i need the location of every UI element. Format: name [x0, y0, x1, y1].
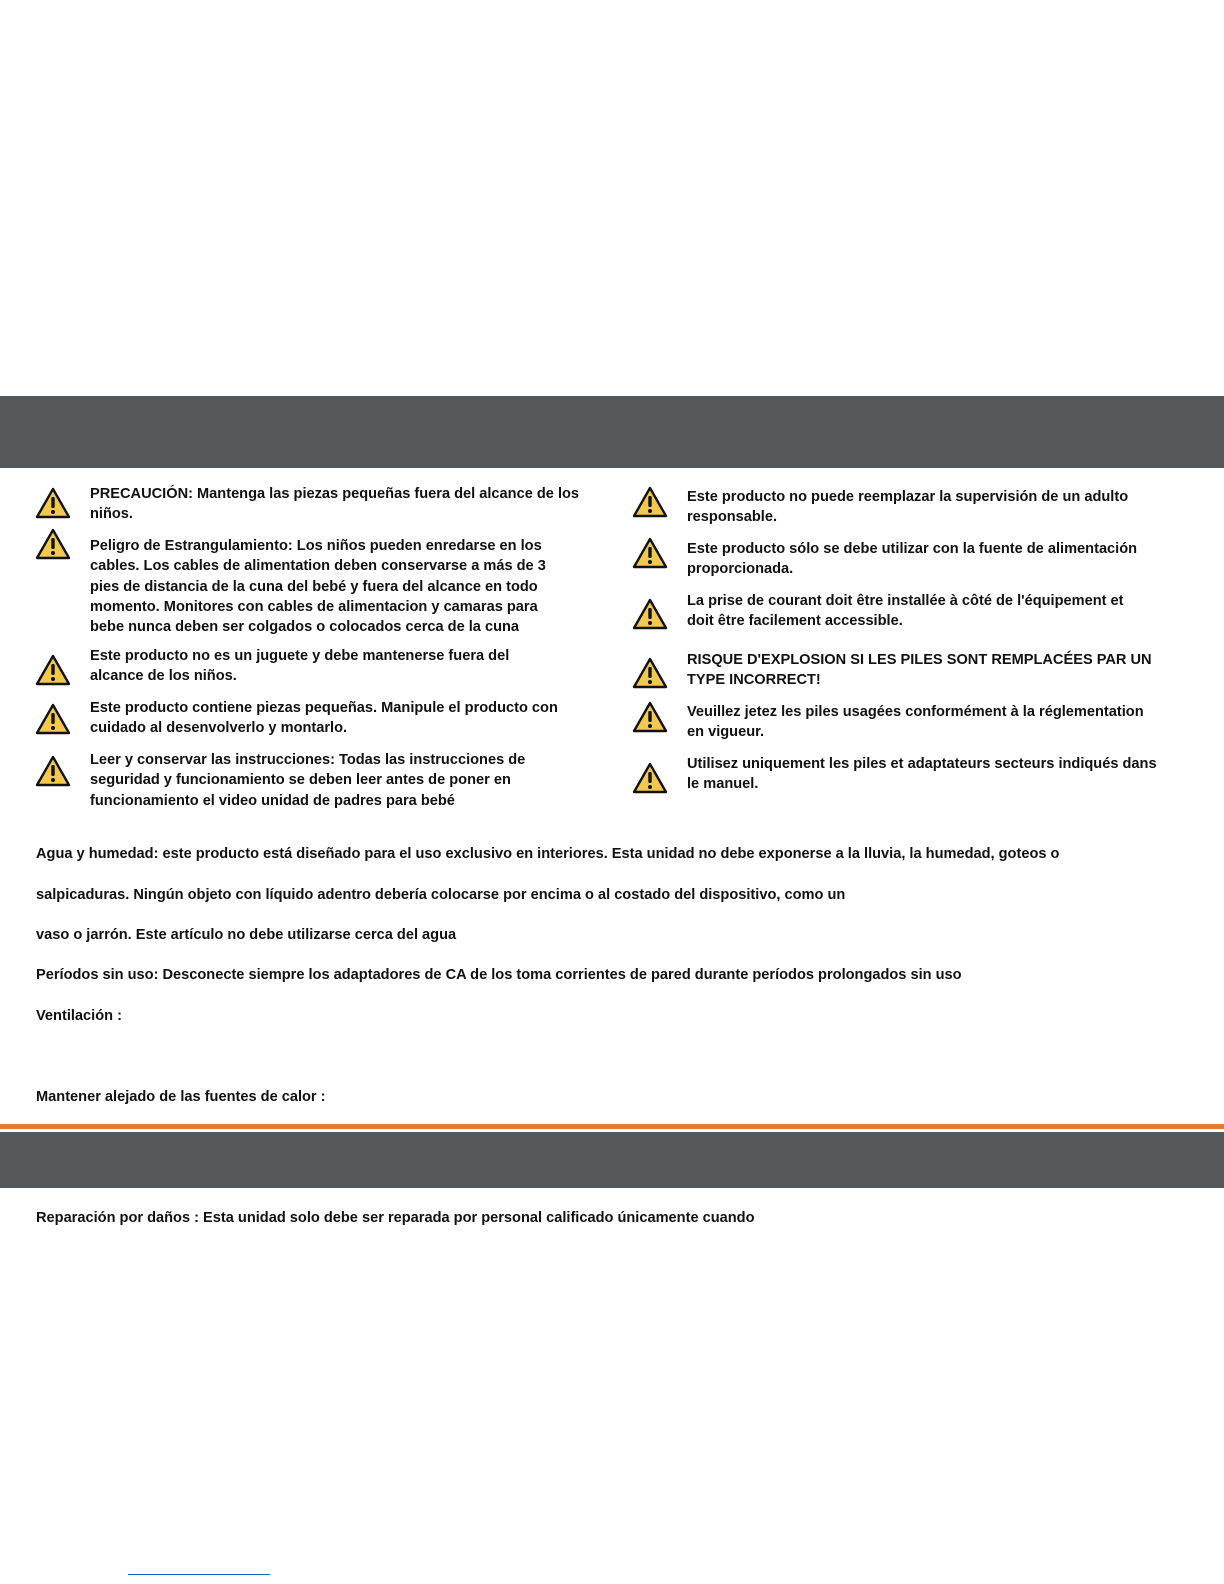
spacer [36, 1046, 1216, 1066]
top-header-band [0, 396, 1224, 468]
body-line: salpicaduras. Ningún objeto con líquido adentro debería colocarse por encima o al costado del dispositivo, como un [36, 886, 846, 903]
footer-link-underline[interactable] [128, 1574, 270, 1575]
warning-triangle-icon [632, 598, 668, 630]
body-line: Reparación por daños : Esta unidad solo debe ser reparada por personal calificado únicamente cuando [36, 1209, 755, 1226]
warning-text: Utilisez uniquement les piles et adaptateurs secteurs indiqués dans le manuel. [687, 756, 1157, 793]
warning-triangle-icon [35, 487, 71, 519]
body-line: vaso o jarrón. Este artículo no debe utilizarse cerca del agua [36, 927, 457, 944]
warning-text: La prise de courant doit être installée à côté de l'équipement et doit être facilement accessible. [687, 593, 1124, 630]
body-line: Mantener alejado de las fuentes de calor : [36, 1088, 326, 1105]
warning-item [687, 591, 1212, 632]
warning-triangle-icon [632, 701, 668, 733]
warning-item [687, 487, 1212, 528]
warning-item [687, 702, 1212, 743]
warning-text: PRECAUCIÓN: Mantenga las piezas pequeñas fuera del alcance de los niños. [90, 486, 580, 523]
warning-item [90, 536, 620, 637]
body-line: Ventilación : [36, 1007, 122, 1024]
warning-triangle-icon [632, 537, 668, 569]
body-line: Períodos sin uso: Desconecte siempre los adaptadores de CA de los toma corrientes de pared durante períodos prolongados sin uso [36, 967, 962, 984]
warning-text: Este producto no es un juguete y debe mantenerse fuera del alcance de los niños. [90, 648, 510, 685]
warning-text: Este producto contiene piezas pequeñas. Manipule el producto con cuidado al desenvolverlo y montarlo. [90, 700, 558, 737]
warning-triangle-icon [35, 703, 71, 735]
warning-item [687, 650, 1212, 691]
warning-text: Peligro de Estrangulamiento: Los niños pueden enredarse en los cables. Los cables de alimentation deben conservarse a más de 3 pies de distancia de la cuna del bebé y fuera del alcance en todo momento. Monitores con cables de alimentacion y camaras para bebe nunca deben ser colgados o colocados cerca de la cuna [90, 538, 546, 636]
warning-triangle-icon [35, 755, 71, 787]
warning-text: Veuillez jetez les piles usagées conformément à la réglementation en vigueur. [687, 704, 1144, 741]
bottom-footer-band [0, 1132, 1224, 1188]
warning-item [90, 750, 620, 811]
warning-item [90, 484, 620, 525]
warning-text: Leer y conservar las instrucciones: Todas las instrucciones de seguridad y funcionamiento se deben leer antes de poner en funcionamiento el video unidad de padres para bebé [90, 752, 526, 809]
warning-text: Este producto no puede reemplazar la supervisión de un adulto responsable. [687, 489, 1129, 526]
warning-triangle-icon [35, 528, 71, 560]
warning-triangle-icon [632, 657, 668, 689]
warning-item [90, 646, 620, 687]
body-line: Agua y humedad: este producto está diseñado para el uso exclusivo en interiores. Esta unidad no debe exponerse a la lluvia, la humedad, goteos o [36, 846, 1060, 863]
warning-item [687, 539, 1212, 580]
warning-text: Este producto sólo se debe utilizar con la fuente de alimentación proporcionada. [687, 541, 1138, 578]
warning-text: RISQUE D'EXPLOSION SI LES PILES SONT REMPLACÉES PAR UN TYPE INCORRECT! [687, 652, 1152, 689]
warning-triangle-icon [35, 654, 71, 686]
warning-item [90, 698, 620, 739]
warning-triangle-icon [632, 762, 668, 794]
warning-triangle-icon [632, 486, 668, 518]
warning-item [687, 754, 1212, 795]
accent-divider [0, 1124, 1224, 1129]
